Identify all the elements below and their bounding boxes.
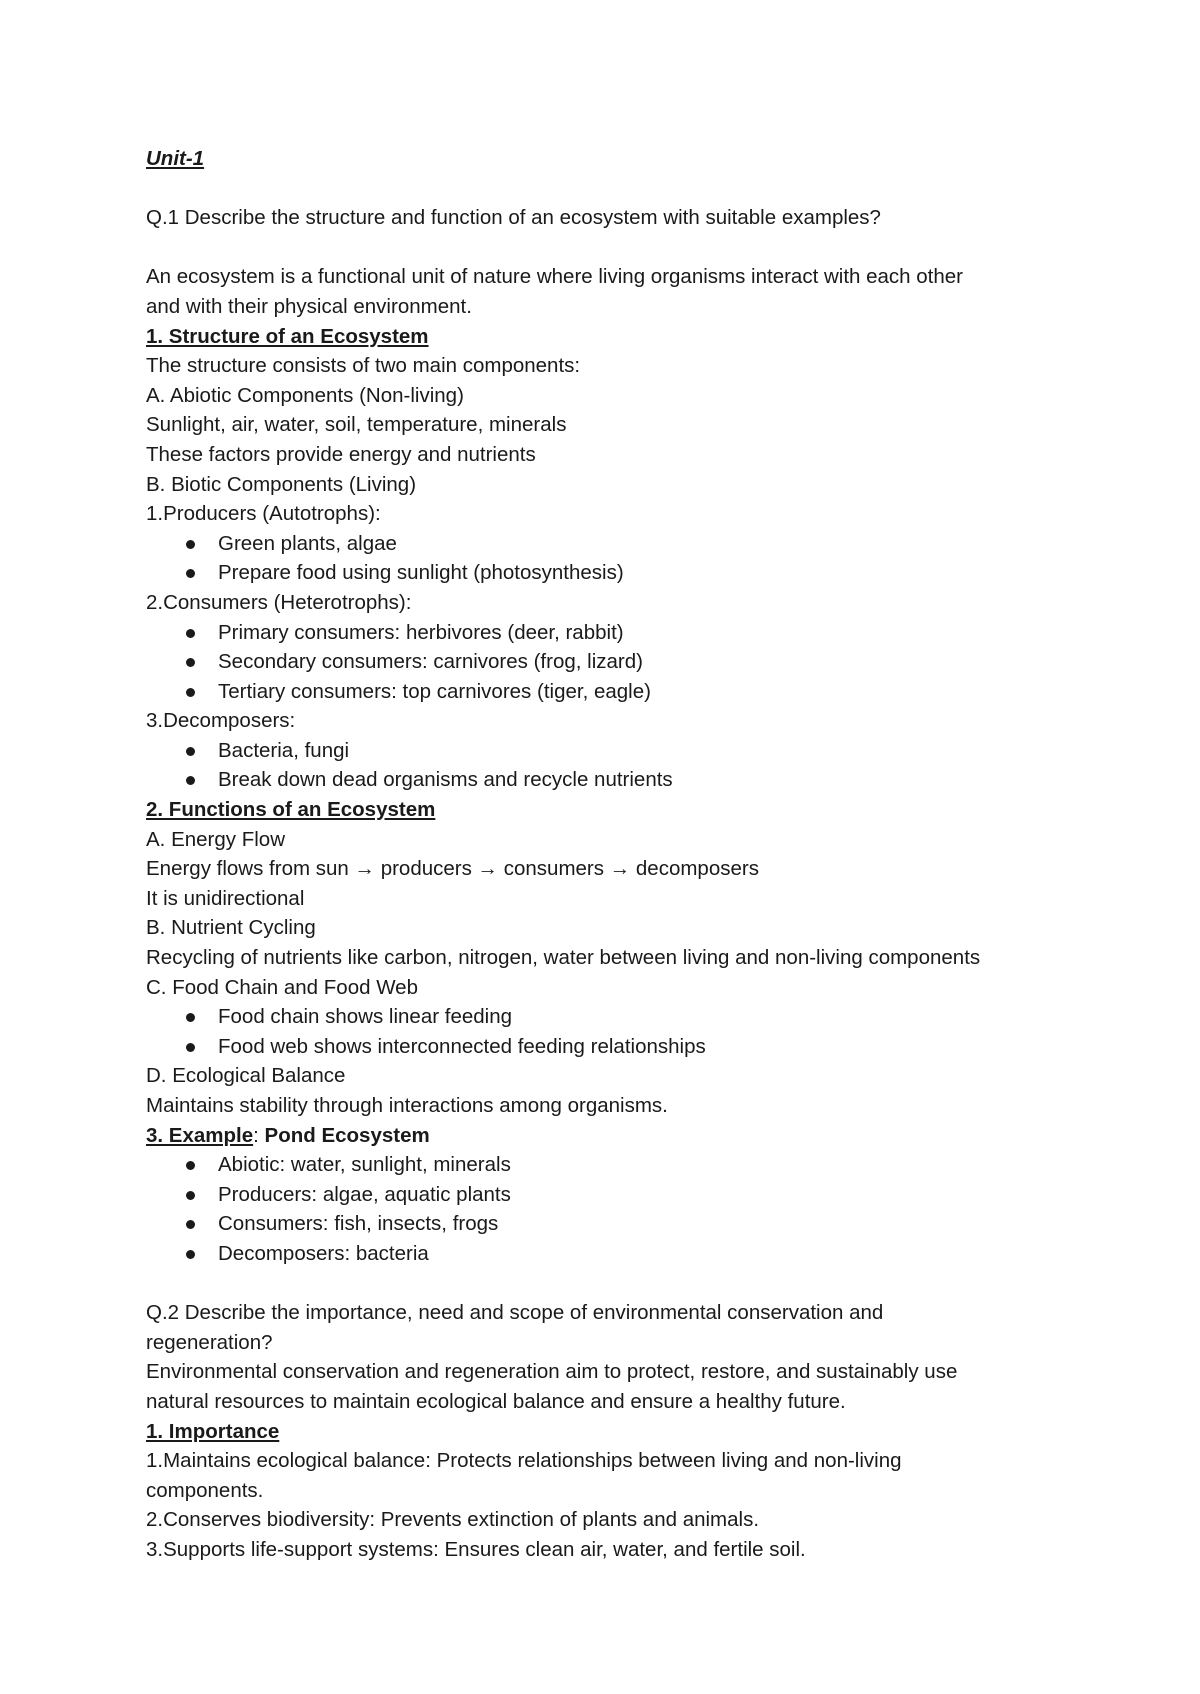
q2-intro-line-2: natural resources to maintain ecological balance and ensure a healthy future. xyxy=(146,1389,846,1413)
list-item: Food web shows interconnected feeding relationships xyxy=(146,1032,1106,1062)
bullet-icon xyxy=(186,658,195,667)
bullet-icon xyxy=(186,1220,195,1229)
document-page xyxy=(146,144,1106,1565)
bullet-icon xyxy=(186,747,195,756)
producers-heading: 1.Producers (Autotrophs): xyxy=(146,502,381,526)
q1-intro-line-2: and with their physical environment. xyxy=(146,294,472,318)
bullet-icon xyxy=(186,1250,195,1259)
list-item: Consumers: fish, insects, frogs xyxy=(146,1209,1106,1239)
energy-flow-line-1: Energy flows from sun → producers → consumers → decomposers xyxy=(146,857,759,881)
question-2-line-1: Q.2 Describe the importance, need and scope of environmental conservation and xyxy=(146,1301,884,1325)
list-item: Tertiary consumers: top carnivores (tiger, eagle) xyxy=(146,677,1106,707)
abiotic-line-2: These factors provide energy and nutrients xyxy=(146,442,536,466)
list-item: Break down dead organisms and recycle nutrients xyxy=(146,765,1106,795)
energy-flow-heading: A. Energy Flow xyxy=(146,827,285,851)
question-1: Q.1 Describe the structure and function of an ecosystem with suitable examples? xyxy=(146,206,881,230)
importance-line-2: 2.Conserves biodiversity: Prevents extinction of plants and animals. xyxy=(146,1508,760,1532)
consumers-heading: 2.Consumers (Heterotrophs): xyxy=(146,590,412,614)
food-web-heading: C. Food Chain and Food Web xyxy=(146,975,418,999)
bullet-icon xyxy=(186,1191,195,1200)
list-item: Primary consumers: herbivores (deer, rabbit) xyxy=(146,618,1106,648)
list-item: Food chain shows linear feeding xyxy=(146,1002,1106,1032)
structure-heading: 1. Structure of an Ecosystem xyxy=(146,324,429,348)
example-heading: 3. Example: Pond Ecosystem xyxy=(146,1123,430,1147)
decomposers-list xyxy=(146,736,1106,795)
list-item: Bacteria, fungi xyxy=(146,736,1106,766)
bullet-icon xyxy=(186,540,195,549)
list-item: Green plants, algae xyxy=(146,529,1106,559)
importance-line-1a: 1.Maintains ecological balance: Protects relationships between living and non-living xyxy=(146,1449,902,1473)
abiotic-line-1: Sunlight, air, water, soil, temperature, minerals xyxy=(146,413,567,437)
functions-heading: 2. Functions of an Ecosystem xyxy=(146,798,436,822)
structure-line: The structure consists of two main components: xyxy=(146,354,581,378)
importance-line-3: 3.Supports life-support systems: Ensures clean air, water, and fertile soil. xyxy=(146,1537,806,1561)
bullet-icon xyxy=(186,1043,195,1052)
biotic-heading: B. Biotic Components (Living) xyxy=(146,472,417,496)
list-item: Secondary consumers: carnivores (frog, lizard) xyxy=(146,647,1106,677)
ecological-balance-heading: D. Ecological Balance xyxy=(146,1064,346,1088)
ecological-balance-line: Maintains stability through interactions among organisms. xyxy=(146,1094,668,1117)
list-item: Decomposers: bacteria xyxy=(146,1239,1106,1269)
energy-flow-line-2: It is unidirectional xyxy=(146,886,305,910)
food-web-list xyxy=(146,1002,1106,1061)
bullet-icon xyxy=(186,776,195,785)
bullet-icon xyxy=(186,1161,195,1170)
question-2-line-2: regeneration? xyxy=(146,1330,273,1354)
bullet-icon xyxy=(186,629,195,638)
nutrient-cycling-heading: B. Nutrient Cycling xyxy=(146,916,316,940)
bullet-icon xyxy=(186,569,195,578)
consumers-list xyxy=(146,618,1106,707)
nutrient-cycling-line: Recycling of nutrients like carbon, nitrogen, water between living and non-living components xyxy=(146,946,981,970)
decomposers-heading: 3.Decomposers: xyxy=(146,709,296,733)
bullet-icon xyxy=(186,688,195,697)
example-list xyxy=(146,1150,1106,1268)
q1-intro-line-1: An ecosystem is a functional unit of nature where living organisms interact with each other xyxy=(146,265,963,289)
importance-line-1b: components. xyxy=(146,1478,264,1502)
list-item: Producers: algae, aquatic plants xyxy=(146,1180,1106,1210)
abiotic-heading: A. Abiotic Components (Non-living) xyxy=(146,383,464,407)
producers-list xyxy=(146,529,1106,588)
q2-intro-line-1: Environmental conservation and regeneration aim to protect, restore, and sustainably use xyxy=(146,1360,958,1384)
unit-title: Unit-1 xyxy=(146,147,205,170)
list-item: Abiotic: water, sunlight, minerals xyxy=(146,1150,1106,1180)
bullet-icon xyxy=(186,1013,195,1022)
list-item: Prepare food using sunlight (photosynthesis) xyxy=(146,558,1106,588)
importance-heading: 1. Importance xyxy=(146,1419,280,1443)
